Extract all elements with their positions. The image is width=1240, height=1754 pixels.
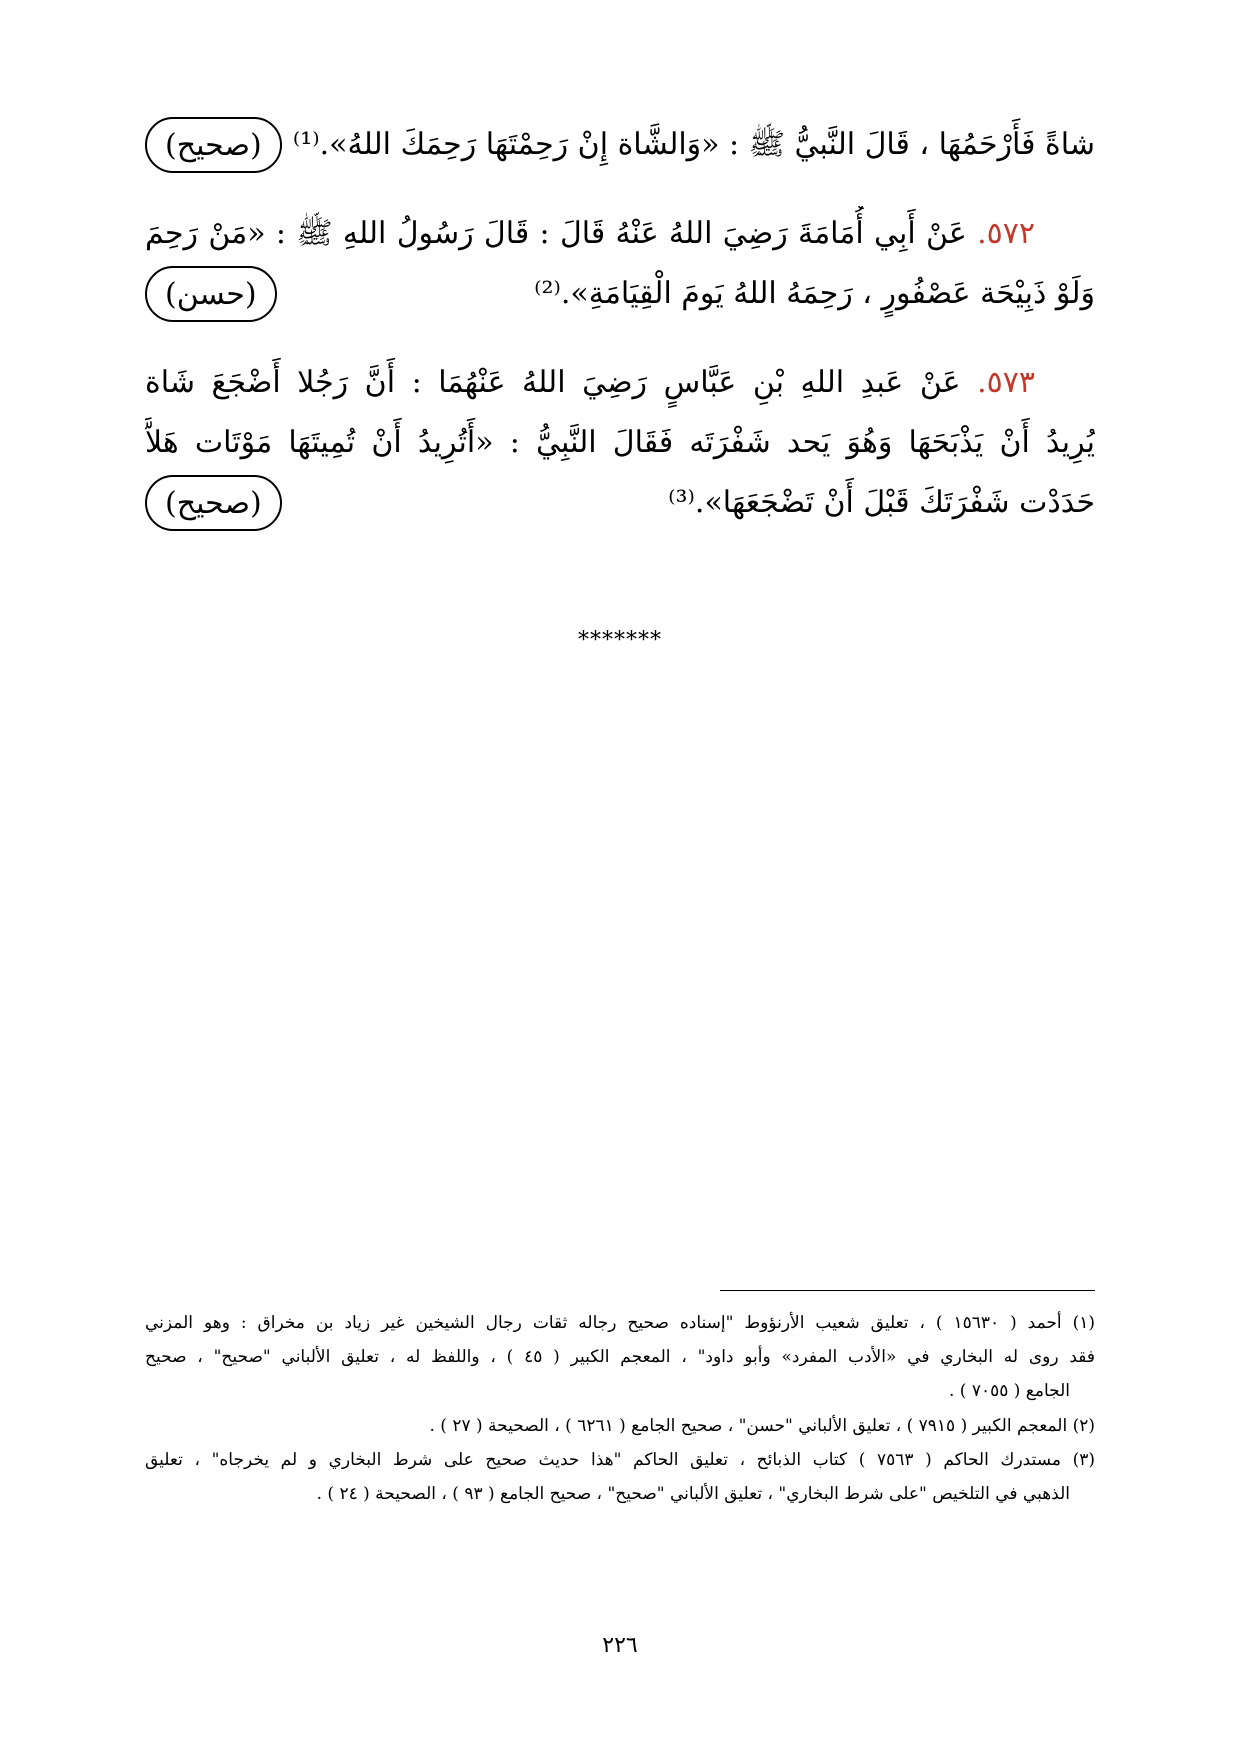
hadith-572-text-2: وَلَوْ ذَبِيْحَة عَصْفُورٍ ، رَحِمَهُ اللهُ يَومَ الْقِيَامَةِ».⁽²⁾ — [534, 276, 1095, 311]
footnote-divider — [720, 1290, 1095, 1291]
footnote-2-line-1: (٢) المعجم الكبير ( ٧٩١٥ ) ، تعليق الألباني "حسن" ، صحيح الجامع ( ٦٢٦١ ) ، الصحيحة ( ٢٧ ) . — [429, 1416, 1095, 1436]
hadith-573-text-1: عَنْ عَبدِ اللهِ بْنِ عَبَّاسٍ رَضِيَ اللهُ عَنْهُمَا : أَنَّ رَجُلا أَضْجَعَ شَاة — [145, 365, 961, 400]
section-separator: ******* — [578, 628, 662, 653]
hadith-573-line-2 — [145, 415, 1095, 471]
hadith-571-text: شاةً فَأَرْحَمُهَا ، قَالَ النَّبيُّ ﷺ : «وَالشَّاة إِنْ رَحِمْتَهَا رَحِمَكَ اللهُ».⁽¹⁾ — [292, 127, 1095, 162]
grade-badge-573: (صحيح) — [145, 475, 282, 531]
hadith-573-number: ٥٧٣. — [977, 365, 1035, 400]
hadith-572-text-1: عَنْ أَبِي أُمَامَةَ رَضِيَ اللهُ عَنْهُ قَالَ : قَالَ رَسُولُ اللهِ ﷺ : «مَنْ رَحِمَ — [145, 216, 967, 251]
footnote-3-line-2: الذهبي في التلخيص "على شرط البخاري" ، تعليق الألباني "صحيح" ، صحيح الجامع ( ٩٣ ) ، الصحيحة ( ٢٤ ) . — [316, 1484, 1070, 1504]
hadith-572-line-1 — [145, 206, 1095, 262]
hadith-573-text-2: يُرِيدُ أَنْ يَذْبَحَهَا وَهُوَ يَحد شَفْرَتَه فَقَالَ النَّبِيُّ : «أَتُرِيدُ أَنْ تُمِيتَهَا مَوْتَات هَلاَّ — [145, 425, 1095, 460]
footnote-1-line-3: الجامع ( ٧٠٥٥ ) . — [948, 1381, 1070, 1401]
hadith-573-line-1 — [145, 355, 1095, 411]
footnote-1-line-2: فقد روى له البخاري في «الأدب المفرد» وأبو داود" ، المعجم الكبير ( ٤٥ ) ، واللفظ له ، تعليق الألباني "صحيح" ، صحيح — [145, 1347, 1095, 1367]
hadith-573-text-3: حَدَدْت شَفْرَتَكَ قَبْلَ أَنْ تَضْجَعَهَا».⁽³⁾ — [668, 485, 1095, 520]
hadith-573-line-3 — [145, 475, 1095, 531]
hadith-572-number: ٥٧٢. — [977, 216, 1035, 251]
page-number: ٢٢٦ — [602, 1633, 638, 1658]
grade-badge-572: (حسن) — [145, 266, 277, 322]
grade-badge-571: (صحيح) — [145, 117, 282, 173]
hadith-572-line-2 — [145, 266, 1095, 322]
footnote-3-line-1: (٣) مستدرك الحاكم ( ٧٥٦٣ ) كتاب الذبائح ، تعليق الحاكم "هذا حديث صحيح على شرط البخاري و لم يخرجاه" ، تعليق — [145, 1450, 1095, 1470]
hadith-571-line — [145, 117, 1095, 173]
footnote-1-line-1: (١) أحمد ( ١٥٦٣٠ ) ، تعليق شعيب الأرنؤوط "إسناده صحيح رجاله ثقات رجال الشيخين غير زياد بن مخراق : وهو المزني — [145, 1313, 1095, 1333]
